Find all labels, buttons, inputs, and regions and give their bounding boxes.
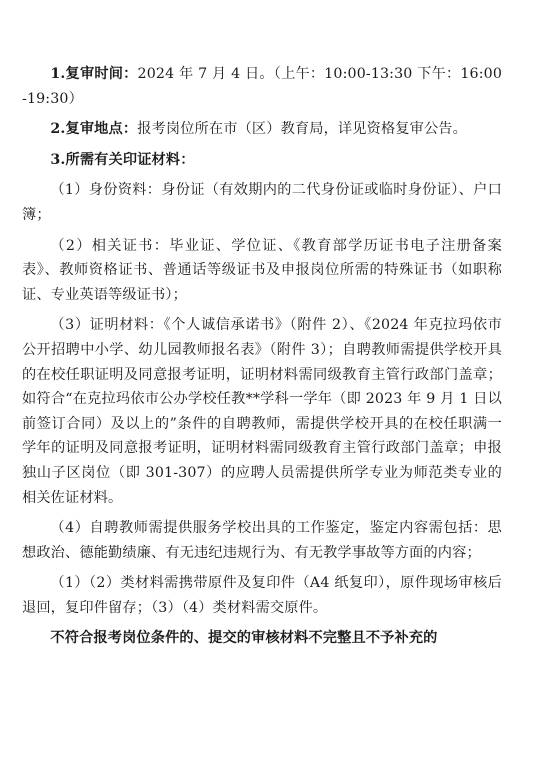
originals-copies-note (22, 571, 502, 620)
review-location-paragraph (22, 117, 502, 142)
review-location-text: 报考岗位所在市（区）教育局，详见资格复审公告。 (137, 121, 467, 138)
closing-text: 不符合报考岗位条件的、提交的审核材料不完整且不予补充的 (50, 630, 438, 647)
proof-materials-item (22, 313, 502, 510)
work-appraisal-text: （4）自聘教师需提供服务学校出具的工作鉴定，鉴定内容需包括：思想政治、德能勤绩廉、有无违纪违规行为、有无教学事故等方面的内容； (22, 520, 502, 561)
identity-documents-item (22, 178, 502, 227)
materials-heading-label: 3.所需有关印证材料： (50, 151, 195, 168)
identity-documents-text: （1）身份资料：身份证（有效期内的二代身份证或临时身份证）、户口簿； (22, 182, 502, 223)
proof-materials-text: （3）证明材料：《个人诚信承诺书》（附件 2）、《2024 年克拉玛依市公开招聘中小学、幼儿园教师报名表》（附件 3）；自聘教师需提供学校开具的在校任职证明及同意报考证明，证明材料需同级教育主管行政部门盖章；如符合“在克拉玛依市公办学校任教**学科一学年（即 2023 年 9 月 1 日以前签订合同）及以上的”条件的自聘教师，需提供学校开具的在校任职满一学年的证明及同意报考证明，证明材料需同级教育主管行政部门盖章；申报独山子区岗位（即 301-307）的应聘人员需提供所学专业为师范类专业的相关佐证材料。 (22, 317, 502, 506)
originals-copies-text: （1）（2）类材料需携带原件及复印件（A4 纸复印），原件现场审核后退回，复印件留存；（3）（4）类材料需交原件。 (22, 575, 502, 616)
certificates-text: （2）相关证书：毕业证、学位证、《教育部学历证书电子注册备案表》、教师资格证书、普通话等级证书及申报岗位所需的特殊证书（如职称证、专业英语等级证书）； (22, 237, 502, 303)
review-time-text: 2024 年 7 月 4 日。（上午：10:00-13:30 下午：16:00-19:30） (22, 66, 503, 107)
closing-paragraph (22, 626, 502, 651)
review-time-label: 1.复审时间： (50, 66, 138, 82)
certificates-item (22, 234, 502, 308)
review-time-paragraph (22, 62, 502, 111)
work-appraisal-item (22, 516, 502, 565)
materials-heading (22, 148, 502, 173)
review-location-label: 2.复审地点： (50, 121, 138, 138)
